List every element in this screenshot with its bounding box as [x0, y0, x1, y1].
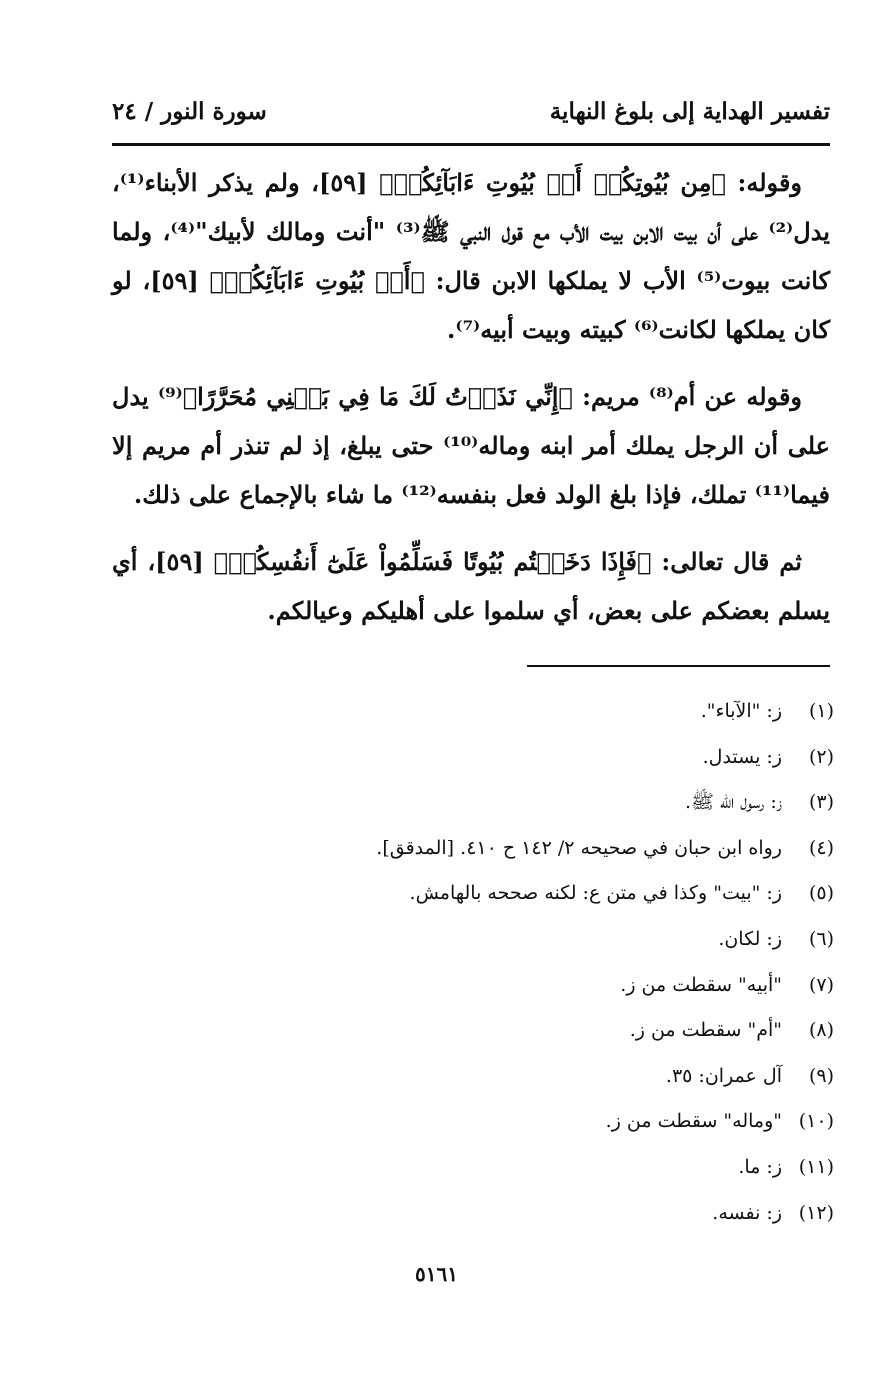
header-divider: [112, 143, 830, 146]
paragraph: وقوله: ﴿مِن بُيُوتِكُمۡ أَوۡ بُيُوتِ ءَابَآئِكُمۡ﴾ [٥٩]، ولم يذكر الأبناء⁽¹⁾، يدل⁽²⁾ على أن بيت الابن بيت الأب مع قول النبي ﷺ⁽³⁾ "أنت ومالك لأبيك"⁽⁴⁾، ولما كانت بيوت⁽⁵⁾ الأب لا يملكها الابن قال: ﴿أَوۡ بُيُوتِ ءَابَآئِكُمۡ﴾ [٥٩]، لو كان يملكها لكانت⁽⁶⁾ كبيته وبيت أبيه⁽⁷⁾.: [112, 168, 831, 344]
footnote-text: "أم" سقطت من ز.: [629, 1019, 782, 1042]
footnote-number: (٨): [808, 1019, 834, 1042]
footnote-text: آل عمران: ٣٥.: [665, 1064, 782, 1087]
footnote-number: (١٠): [798, 1110, 834, 1133]
main-text: [112, 158, 830, 635]
footnote: [112, 1008, 834, 1054]
footnote-number: (١): [808, 700, 834, 722]
footnote: [112, 1099, 834, 1145]
footnote-number: (٧): [808, 973, 834, 996]
footnote-divider: [527, 665, 830, 667]
footnote: [112, 871, 834, 917]
footnote-text: رواه ابن حبان في صحيحه ٢/ ١٤٢ ح ٤١٠. [المدقق].: [376, 836, 782, 859]
footnote-text: ز: رسول الله ﷺ.: [684, 791, 782, 814]
surah-reference: سورة النور / ٢٤: [112, 98, 267, 125]
footnotes-list: [112, 689, 834, 1236]
footnote: [112, 963, 834, 1009]
footnote-number: (٣): [808, 791, 834, 814]
footnote: [112, 1054, 834, 1100]
footnote-text: "أبيه" سقطت من ز.: [620, 973, 782, 996]
footnote-text: ز: يستدل.: [702, 745, 782, 768]
footnote: [112, 917, 834, 963]
footnote: [112, 1145, 834, 1191]
footnote-number: (٤): [808, 836, 834, 859]
footnote-number: (٩): [808, 1064, 834, 1087]
footnote: [112, 735, 834, 781]
footnote: [112, 780, 834, 826]
footnote-text: ز: لكان.: [718, 927, 782, 950]
paragraph: وقوله عن أم⁽⁸⁾ مريم: ﴿إِنِّي نَذَرۡتُ لَكَ مَا فِي بَطۡنِي مُحَرَّرًا﴾⁽⁹⁾ يدل على أن الرجل يملك أمر ابنه وماله⁽¹⁰⁾ حتى يبلغ، إذ لم تنذر أم مريم إلا فيما⁽¹¹⁾ تملك، فإذا بلغ الولد فعل بنفسه⁽¹²⁾ ما شاء بالإجماع على ذلك.: [112, 382, 830, 509]
footnote-number: (١٢): [798, 1201, 834, 1224]
footnote-number: (٥): [808, 882, 834, 905]
page-number: ٥١٦١: [415, 1262, 458, 1286]
footnote-text: ز: نفسه.: [712, 1201, 782, 1224]
footnote: [112, 689, 834, 735]
footnote-text: ز: "الآباء".: [700, 700, 782, 722]
book-title: تفسير الهداية إلى بلوغ النهاية: [549, 98, 830, 125]
footnote-text: ز: ما.: [738, 1155, 782, 1178]
footnote-number: (٢): [808, 745, 834, 768]
footnote: [112, 826, 834, 872]
footnote-text: "وماله" سقطت من ز.: [605, 1110, 782, 1133]
footnote-number: (٦): [808, 927, 834, 950]
footnote-text: ز: "بيت" وكذا في متن ع: لكنه صححه بالهامش.: [409, 882, 782, 905]
footnote: [112, 1191, 834, 1237]
running-header: [112, 92, 830, 132]
paragraph: ثم قال تعالى: ﴿فَإِذَا دَخَلۡتُم بُيُوتًا فَسَلِّمُواْ عَلَىٰٓ أَنفُسِكُمۡ﴾ [٥٩]، أي يسلم بعضكم على بعض، أي سلموا على أهليكم وعيالكم.: [112, 547, 830, 625]
footnote-number: (١١): [798, 1155, 834, 1178]
